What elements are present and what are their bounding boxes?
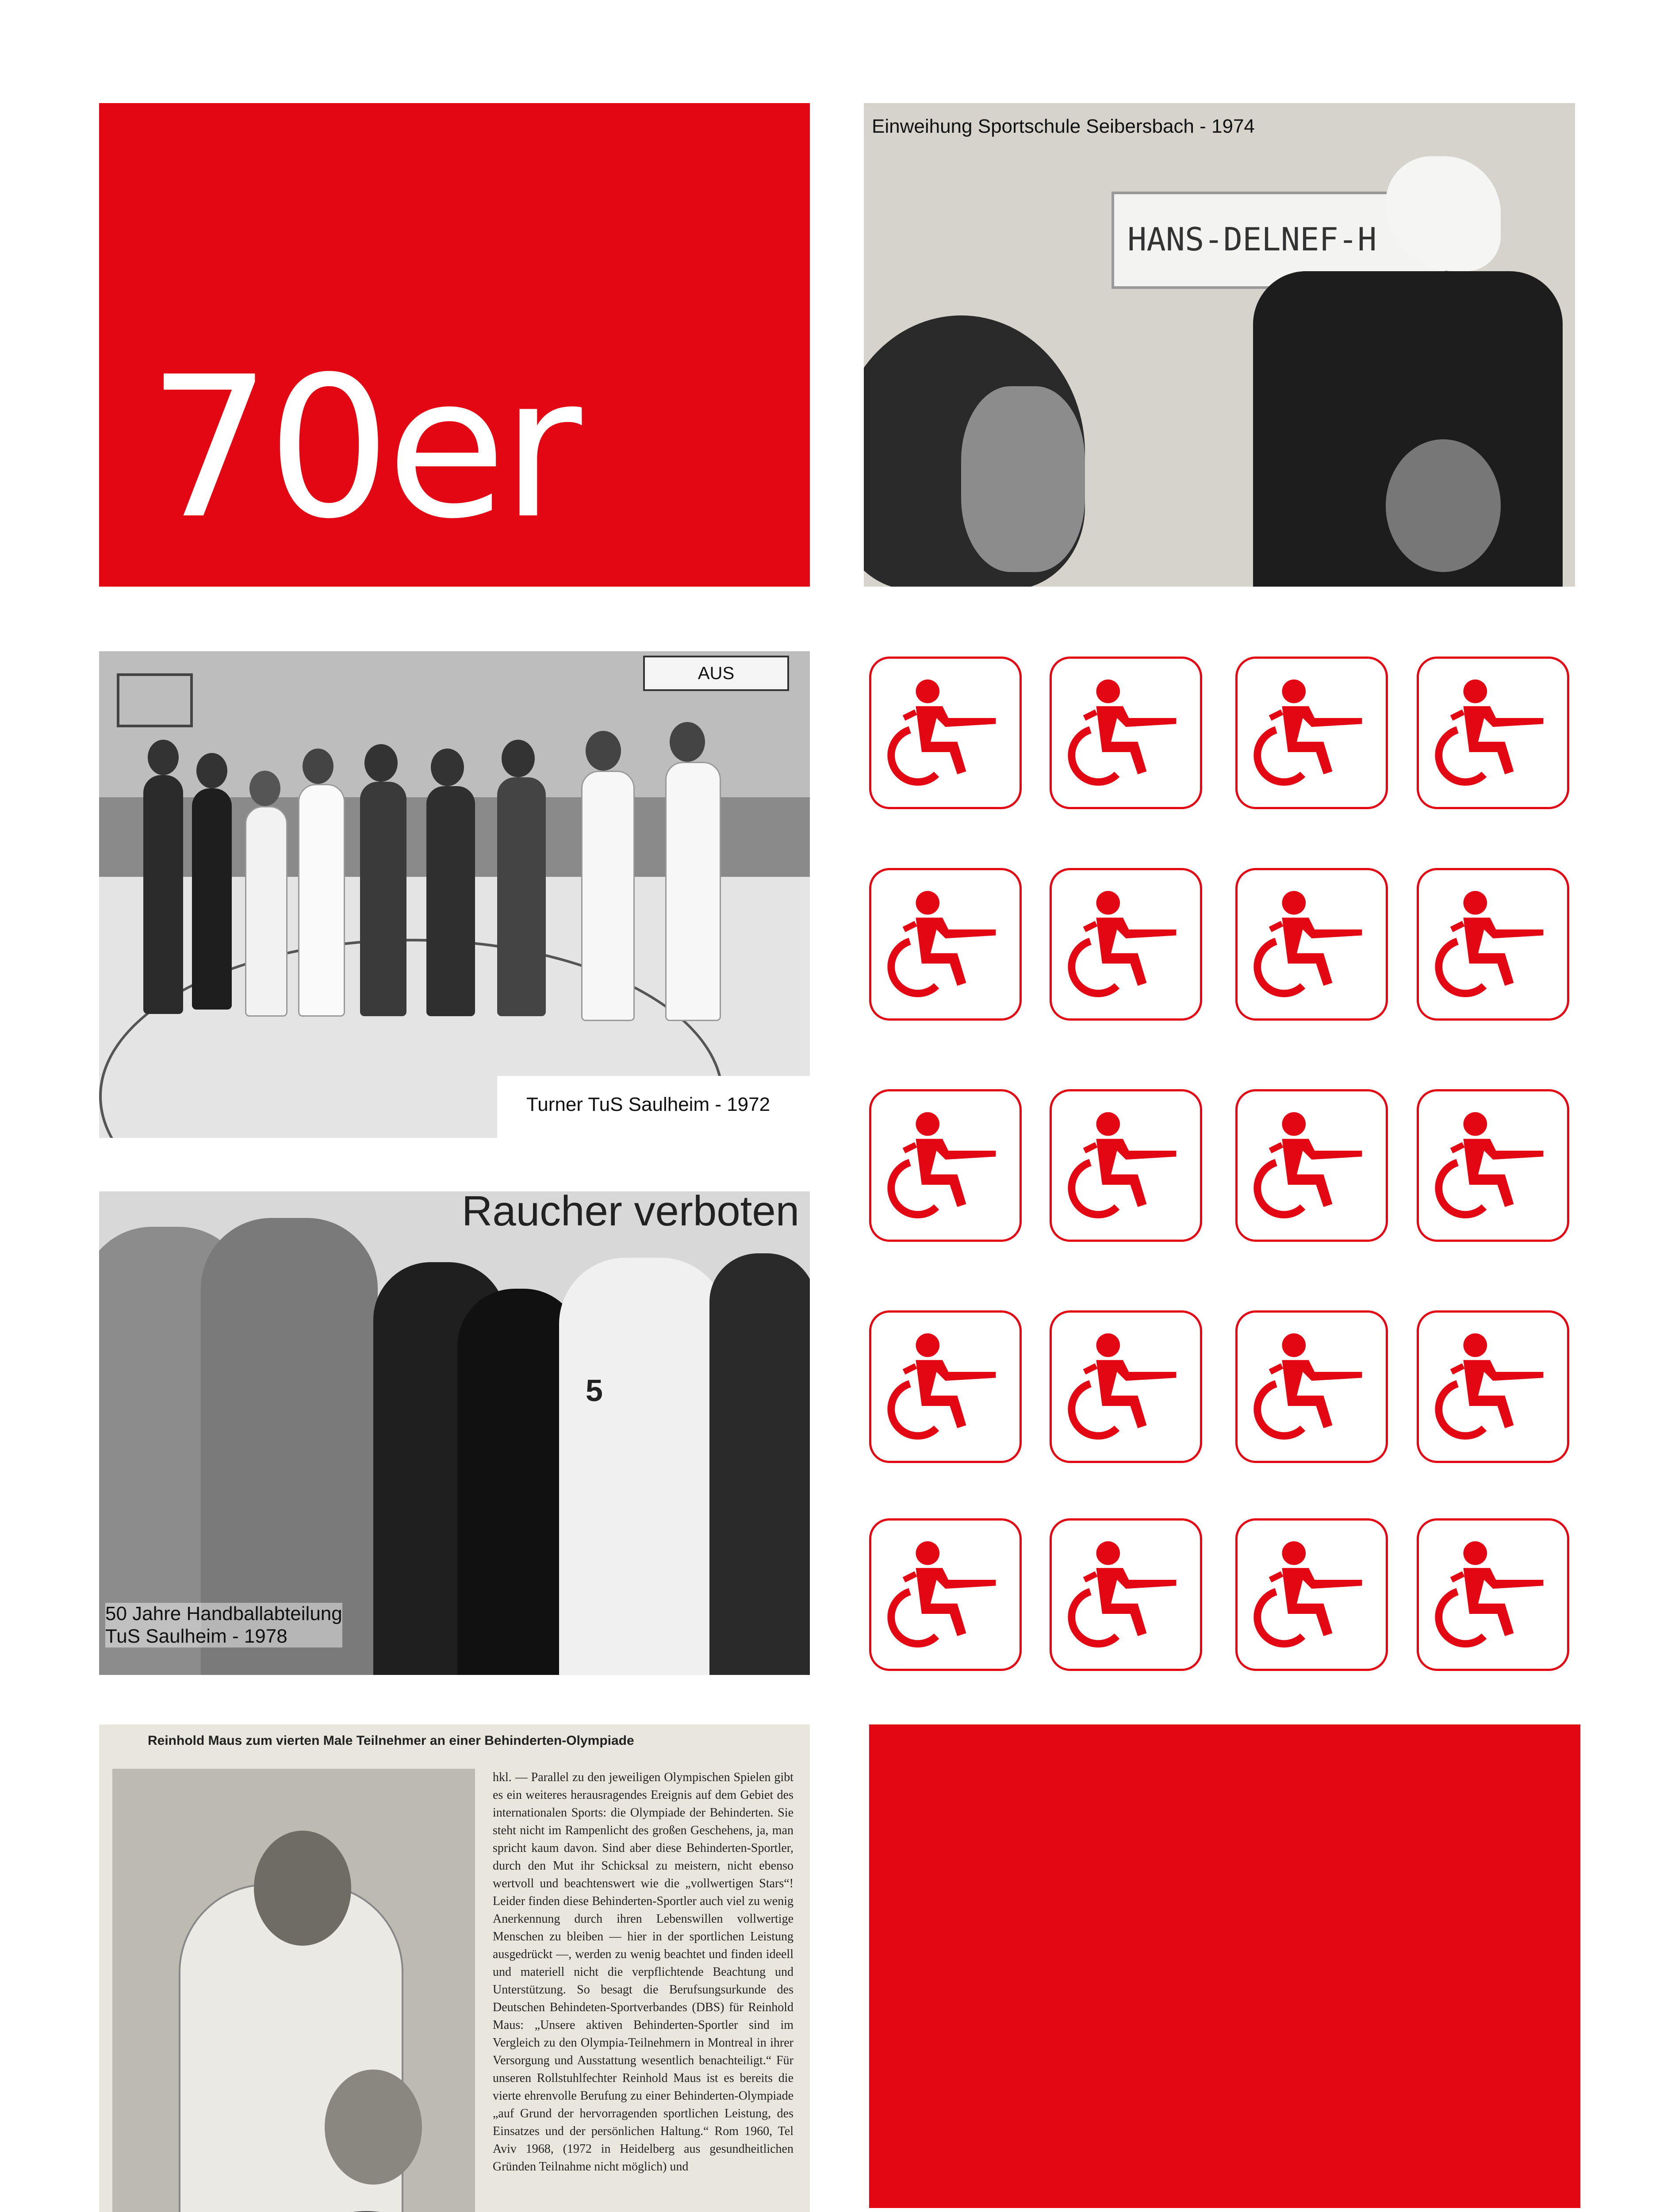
wheelchair-fencing-tile [869, 1089, 1022, 1242]
newspaper-clipping [99, 1724, 810, 2212]
wheelchair-fencing-icon [871, 1091, 1020, 1240]
wheelchair-fencing-icon [1052, 1091, 1200, 1240]
man-right-head [1386, 439, 1501, 572]
basketball-hoop [117, 673, 193, 727]
wheelchair-fencing-icon [1052, 1521, 1200, 1669]
player-right [709, 1253, 810, 1675]
wheelchair-fencing-tile [1235, 868, 1388, 1021]
wheelchair-fencing-icon [1238, 659, 1386, 807]
wheelchair-fencing-tile [1050, 1089, 1202, 1242]
wheelchair-fencing-icon [1419, 870, 1567, 1018]
scoreboard-text: AUS [698, 664, 735, 683]
wheelchair-fencing-icon [1238, 1091, 1386, 1240]
handball-caption [105, 1603, 342, 1647]
player-white-shirt [559, 1258, 727, 1675]
wheelchair-fencing-tile [1235, 1310, 1388, 1463]
wheelchair-fencing-icon [871, 1313, 1020, 1461]
wheelchair-fencing-icon [1238, 1521, 1386, 1669]
handball-caption-line1: 50 Jahre Handballabteilung [105, 1603, 342, 1624]
wheelchair-fencing-icon [1419, 659, 1567, 807]
wheelchair-fencing-icon [1419, 1091, 1567, 1240]
wheelchair-fencing-tile [869, 1518, 1022, 1671]
gymnasts-photo-caption: Turner TuS Saulheim - 1972 [526, 1094, 770, 1115]
wheelchair-fencing-icon [1052, 1313, 1200, 1461]
wheelchair-fencing-tile [1417, 868, 1569, 1021]
handball-photo [99, 1191, 810, 1675]
article-column-text: hkl. — Parallel zu den jeweiligen Olympischen Spielen gibt es ein weiteres herausragendes Ereignis auf dem Gebiet des internationalen Sports: die Olympiade der Behinderten. Sie steht nicht im Rampenlicht des großen Geschehens, ja, man spricht kaum davon. Sind aber diese Behinderten-Sportler, durch den Mut ihr Schicksal zu meistern, nicht ebenso wertvoll und beachtenswert wie die „vollwertigen Stars“! Leider finden diese Behinderten-Sportler auch viel zu wenig Anerkennung durch ihren Lebenswillen vollwertige Menschen zu bleiben — hier in der sportlichen Leistung ausgedrückt —, werden zu wenig beachtet und finden ideell und materiell nicht die verpflichtende Beachtung und Unterstützung. So besagt die Berufsungsurkunde des Deutschen Behindeten-Sportverbandes (DBS) für Reinhold Maus: „Unsere aktiven Behinderten-Sportler sind im Vergleich zu den Olympia-Teilnehmern in Montreal in ihrer Versorgung und Ausstattung wesentlich benachteiligt.“ Für unseren Rollstuhlfechter Reinhold Maus ist es bereits die vierte ehrenvolle Berufung zu einer Behinderten-Olympiade „auf Grund der hervorragenden sportlichen Leistung, des Einsatzes und der persönlichen Haltung.“ Rom 1960, Tel Aviv 1968, (1972 in Heidelberg aus gesundheitlichen Gründen Teilnahme nicht möglich) und [493, 1770, 793, 2174]
plaque-photo-caption: Einweihung Sportschule Seibersbach - 1974 [872, 115, 1255, 137]
wheelchair-fencing-tile [1050, 657, 1202, 809]
wheelchair-fencing-tile [869, 657, 1022, 809]
article-headline: Reinhold Maus zum vierten Male Teilnehmer an einer Behinderten-Olympiade [148, 1733, 634, 1748]
wheelchair-fencing-icon [1052, 659, 1200, 807]
plaque-text: HANS-DELNEF-H [1127, 221, 1377, 258]
pictogram-grid [864, 651, 1575, 1675]
wheelchair-fencing-tile [869, 868, 1022, 1021]
wheelchair-fencing-tile [1050, 1518, 1202, 1671]
wheelchair-fencing-tile [1050, 868, 1202, 1021]
gymnasts-photo [99, 651, 810, 1138]
fencer-head [254, 1831, 351, 1946]
red-block [869, 1724, 1580, 2208]
man-left-face [961, 386, 1085, 572]
handball-caption-line2: TuS Saulheim - 1978 [105, 1625, 287, 1647]
scoreboard [643, 656, 789, 691]
wheelchair-fencing-tile [1050, 1310, 1202, 1463]
wheelchair-fencing-tile [1235, 657, 1388, 809]
wheelchair-fencing-tile [869, 1310, 1022, 1463]
wheelchair-fencing-icon [1052, 870, 1200, 1018]
banner-text: Raucher verboten [462, 1191, 800, 1235]
wheelchair-fencing-icon [1238, 1313, 1386, 1461]
wheelchair-fencing-tile [1417, 1310, 1569, 1463]
plaque-photo [864, 103, 1575, 587]
wheelchair-fencing-tile [1235, 1518, 1388, 1671]
wheelchair-fencing-icon [1238, 870, 1386, 1018]
shirt-number: 5 [586, 1373, 603, 1408]
wheelchair-fencing-icon [1419, 1521, 1567, 1669]
title-block [99, 103, 810, 587]
fencing-mask [325, 2070, 422, 2185]
wheelchair-fencing-icon [871, 659, 1020, 807]
decade-title: 70er [148, 335, 578, 561]
wheelchair-fencing-icon [1419, 1313, 1567, 1461]
wheelchair-fencing-icon [871, 870, 1020, 1018]
wheelchair-fencing-tile [1417, 1518, 1569, 1671]
article-photo [112, 1769, 475, 2212]
wheelchair-fencing-tile [1417, 1089, 1569, 1242]
wheelchair-fencing-tile [1235, 1089, 1388, 1242]
wheelchair-fencing-icon [871, 1521, 1020, 1669]
wheelchair-fencing-tile [1417, 657, 1569, 809]
